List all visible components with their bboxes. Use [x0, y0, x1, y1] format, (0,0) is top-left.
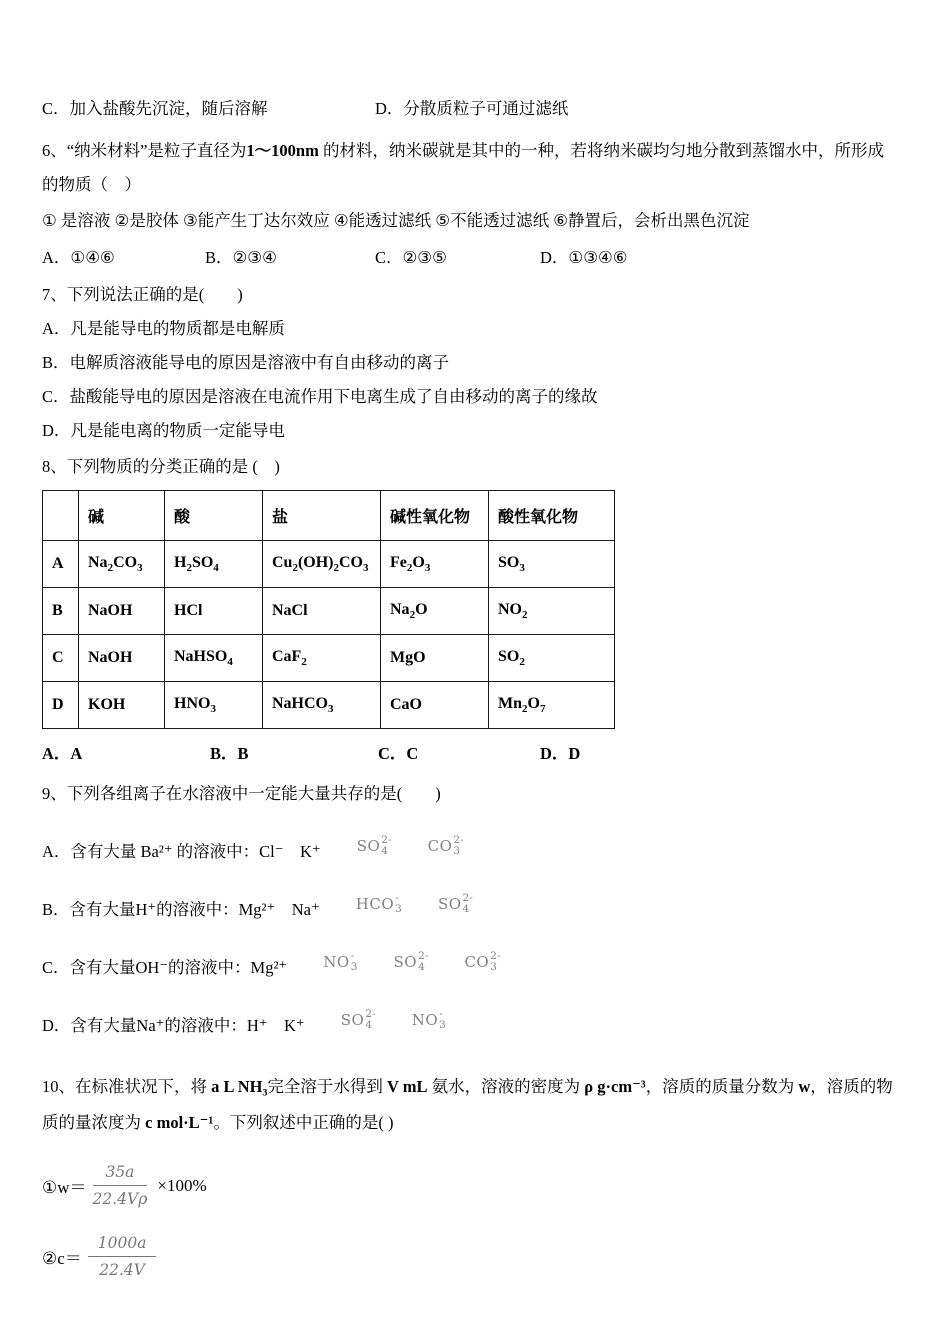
- ion-base: SO: [393, 953, 418, 971]
- q9-option-b: [42, 893, 898, 927]
- ion-base: HCO: [355, 895, 395, 913]
- q8-option-a: A．A: [42, 744, 83, 763]
- table-row: [43, 588, 615, 635]
- ion-superscript: -: [350, 949, 355, 962]
- q8-answer-options-row: [42, 737, 898, 771]
- table-cell: NaOH: [79, 588, 165, 635]
- q10-stem-s0: 10、在标准状况下，将: [42, 1077, 212, 1096]
- ion-subscript: 4: [462, 903, 470, 915]
- bicarbonate-ion-formula: [356, 887, 402, 921]
- q9-option-d: [42, 1009, 898, 1043]
- q9-option-a: [42, 835, 898, 869]
- q10-statement-1-suffix: ×100%: [157, 1175, 207, 1195]
- nitrate-ion-formula: [412, 1003, 446, 1037]
- q6-stem-pre: 6、“纳米材料”是粒子直径为: [42, 141, 247, 160]
- q8-stem: 8、下列物质的分类正确的是 ( ): [42, 457, 280, 476]
- table-cell: CaO: [381, 682, 489, 729]
- row-label: D: [43, 682, 79, 729]
- ion-base: NO: [411, 1011, 439, 1029]
- table-cell: $Na_2CO_3$: [79, 541, 165, 588]
- q8-option-c: C．C: [378, 744, 419, 763]
- ion-subscript: 4: [365, 1019, 373, 1031]
- table-cell: KOH: [79, 682, 165, 729]
- ion-scripts: [395, 893, 402, 915]
- sulfate-ion-formula: [357, 829, 392, 863]
- table-cell: $Cu_2(OH)_2CO_3$: [263, 541, 381, 588]
- ion-subscript: 3: [453, 845, 461, 857]
- q10-stem-s6: ，溶质的质量分数为: [645, 1077, 799, 1096]
- q10-stem-s10: 。下列叙述中正确的是( ): [213, 1113, 394, 1132]
- ion-base: SO: [437, 895, 462, 913]
- table-cell: $Fe_2O_3$: [381, 541, 489, 588]
- q7-option-a: A．凡是能导电的物质都是电解质: [42, 319, 285, 338]
- q7-stem: 7、下列说法正确的是( ): [42, 285, 243, 304]
- fraction-numerator: 35a: [93, 1163, 148, 1186]
- q9-option-c: [42, 951, 898, 985]
- ion-scripts: [381, 835, 391, 857]
- row-label: C: [43, 635, 79, 682]
- table-cell: NaHSO$_4$: [165, 635, 263, 682]
- row-label: A: [43, 541, 79, 588]
- q10-stem-s9: c mol·L⁻¹: [145, 1113, 214, 1132]
- table-cell: HCl: [165, 588, 263, 635]
- table-cell: $Mn_2O_7$: [489, 682, 615, 729]
- sulfate-ion-formula: [394, 945, 429, 979]
- table-cell: $HNO_3$: [165, 682, 263, 729]
- sulfate-ion-formula: [438, 887, 473, 921]
- ion-subscript: 4: [418, 961, 425, 973]
- q10-statement-2: [42, 1234, 898, 1279]
- q9-option-a-text: A．含有大量 Ba²⁺ 的溶液中：Cl⁻ K⁺: [42, 842, 321, 861]
- fraction-numerator: 1000a: [88, 1234, 157, 1257]
- q7-option-b: B．电解质溶液能导电的原因是溶液中有自由移动的离子: [42, 353, 450, 372]
- q10-statement-1: [42, 1163, 898, 1208]
- q10-stem-s5: ρ g·cm⁻³: [584, 1077, 646, 1096]
- fraction-c: [88, 1234, 157, 1279]
- table-header-acid: 酸: [165, 491, 263, 541]
- ion-superscript: -: [395, 891, 399, 904]
- sulfate-ion-formula: [341, 1003, 376, 1037]
- ion-subscript: 3: [350, 961, 358, 973]
- prev-question-options-row: [42, 92, 898, 126]
- table-cell: NaHCO$_3$: [263, 682, 381, 729]
- q9-stem: 9、下列各组离子在水溶液中一定能大量共存的是( ): [42, 784, 441, 803]
- q6-option-b: B．②③④: [205, 248, 277, 267]
- q8-classification-table: [42, 490, 615, 729]
- ion-superscript: 2-: [462, 891, 473, 904]
- table-cell: NaOH: [79, 635, 165, 682]
- table-cell: NaCl: [263, 588, 381, 635]
- table-cell: $Na_2O$: [381, 588, 489, 635]
- q6-options-row: [42, 241, 898, 275]
- ion-subscript: 3: [490, 961, 497, 973]
- ion-superscript: 2-: [381, 833, 392, 846]
- ion-base: CO: [427, 837, 453, 855]
- table-row: [43, 541, 615, 588]
- q10-stem-s8: ，溶质的物质的量浓度为: [42, 1077, 893, 1132]
- q10-stem-s4: 氨水，溶液的密度为: [427, 1077, 585, 1096]
- carbonate-ion-formula: [464, 945, 500, 979]
- table-cell: $NO_2$: [489, 588, 615, 635]
- table-header-acidic-oxide: 酸性氧化物: [489, 491, 615, 541]
- row-label: B: [43, 588, 79, 635]
- ion-superscript: 2-: [365, 1007, 376, 1020]
- ion-subscript: 4: [381, 845, 388, 857]
- carbonate-ion-formula: [428, 829, 464, 863]
- ion-scripts: [351, 951, 358, 973]
- ion-superscript: -: [439, 1007, 443, 1020]
- q8-option-d: D．D: [540, 744, 581, 763]
- ion-base: SO: [340, 1011, 365, 1029]
- ion-scripts: [463, 893, 473, 915]
- table-cell: MgO: [381, 635, 489, 682]
- q10-stem-s3: V mL: [387, 1077, 428, 1096]
- table-cell: $SO_3$: [489, 541, 615, 588]
- ion-subscript: 3: [439, 1019, 446, 1031]
- ion-scripts: [453, 835, 463, 857]
- q6-option-c: C．②③⑤: [375, 248, 447, 267]
- ion-scripts: [490, 951, 500, 973]
- ion-scripts: [439, 1009, 446, 1031]
- table-header-row: [43, 491, 615, 541]
- table-header-blank: [43, 491, 79, 541]
- q6-choice-items: ① 是溶液 ②是胶体 ③能产生丁达尔效应 ④能透过滤纸 ⑤不能透过滤纸 ⑥静置后，会析出黑色沉淀: [42, 211, 750, 230]
- q6-stem-post: 的材料，纳米碳就是其中的一种，若将纳米碳均匀地分散到蒸馏水中，所形成的物质（ ）: [42, 141, 884, 194]
- nitrate-ion-formula: [323, 945, 357, 979]
- q10-stem-s2: 完全溶于水得到: [267, 1077, 388, 1096]
- ion-subscript: 3: [395, 903, 402, 915]
- q9-option-d-text: D．含有大量Na⁺的溶液中：H⁺ K⁺: [42, 1016, 305, 1035]
- q10-statement-1-prefix: ①w＝: [42, 1178, 87, 1197]
- q6-option-a: A．①④⑥: [42, 248, 115, 267]
- table-row: [43, 635, 615, 682]
- q10-stem-s1: a L NH₃: [211, 1077, 268, 1096]
- q7-option-c: C．盐酸能导电的原因是溶液在电流作用下电离生成了自由移动的离子的缘故: [42, 387, 598, 406]
- ion-base: NO: [323, 953, 350, 971]
- ion-base: CO: [464, 953, 490, 971]
- q6-stem: [42, 134, 898, 202]
- table-row: [43, 682, 615, 729]
- fraction-denominator: 22.4Vρ: [92, 1190, 148, 1208]
- q7-option-d: D．凡是能电离的物质一定能导电: [42, 421, 285, 440]
- q10-statement-2-prefix: ②c＝: [42, 1249, 82, 1268]
- table-cell: $SO_2$: [489, 635, 615, 682]
- fraction-denominator: 22.4V: [99, 1261, 145, 1279]
- ion-superscript: 2-: [490, 949, 501, 962]
- table-header-basic-oxide: 碱性氧化物: [381, 491, 489, 541]
- ion-scripts: [365, 1009, 375, 1031]
- ion-scripts: [418, 951, 428, 973]
- table-header-salt: 盐: [263, 491, 381, 541]
- ion-superscript: 2-: [418, 949, 429, 962]
- q10-stem-s7: w: [798, 1077, 811, 1096]
- q8-option-b: B．B: [210, 744, 249, 763]
- q6-option-d: D．①③④⑥: [540, 248, 628, 267]
- ion-base: SO: [356, 837, 381, 855]
- prev-option-d: D．分散质粒子可通过滤纸: [375, 99, 569, 118]
- ion-superscript: 2-: [453, 833, 464, 846]
- fraction-w: [93, 1163, 148, 1208]
- table-cell: $H_2SO_4$: [165, 541, 263, 588]
- table-cell: CaF$_2$: [263, 635, 381, 682]
- prev-option-c: C．加入盐酸先沉淀，随后溶解: [42, 99, 268, 118]
- q9-option-c-text: C．含有大量OH⁻的溶液中：Mg²⁺: [42, 958, 288, 977]
- table-header-base: 碱: [79, 491, 165, 541]
- q6-stem-bold: 1～100nm: [246, 141, 319, 160]
- q9-option-b-text: B．含有大量H⁺的溶液中：Mg²⁺ Na⁺: [42, 900, 320, 919]
- q10-stem: [42, 1069, 898, 1141]
